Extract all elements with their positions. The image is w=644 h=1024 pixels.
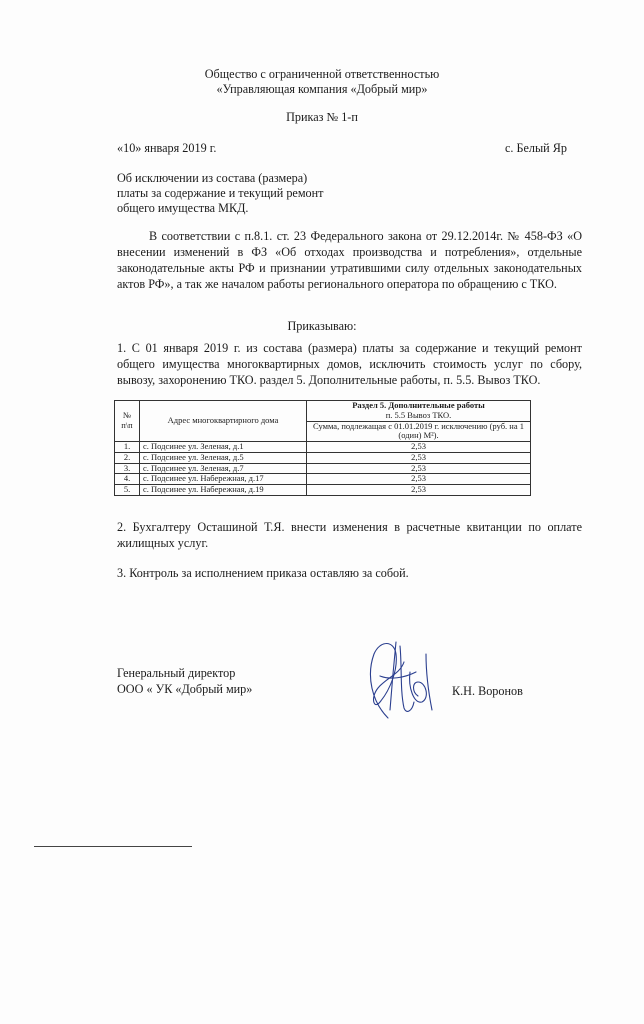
- row-address: с. Подсинее ул. Зеленая, д.5: [140, 452, 307, 463]
- tko-table: [114, 400, 531, 496]
- row-sum: 2,53: [307, 474, 531, 485]
- table-row: [115, 463, 531, 474]
- order-item-3: 3. Контроль за исполнением приказа оставляю за собой.: [117, 566, 409, 580]
- org-name-line1: Общество с ограниченной ответственностью: [204, 67, 440, 81]
- handwritten-signature: [360, 632, 440, 722]
- table-section-item: п. 5.5 Вывоз ТКО.: [307, 411, 531, 421]
- table-header-number: № п\п: [115, 401, 140, 442]
- subject-line3: общего имущества МКД.: [117, 201, 249, 215]
- org-name-line2: «Управляющая компания «Добрый мир»: [216, 82, 428, 96]
- row-number: 1.: [115, 442, 140, 453]
- signatory-org: ООО « УК «Добрый мир»: [117, 682, 253, 696]
- row-number: 4.: [115, 474, 140, 485]
- order-item-2: 2. Бухгалтеру Осташиной Т.Я. внести изменения в расчетные квитанции по оплате жилищных услуг.: [117, 520, 582, 550]
- row-address: с. Подсинее ул. Зеленая, д.7: [140, 463, 307, 474]
- table-header-sum: Сумма, подлежащая с 01.01.2019 г. исключению (руб. на 1 (один) М²).: [307, 421, 531, 442]
- order-date: «10» января 2019 г.: [117, 141, 217, 155]
- row-number: 3.: [115, 463, 140, 474]
- row-address: с. Подсинее ул. Набережная, д.17: [140, 474, 307, 485]
- row-address: с. Подсинее ул. Набережная, д.19: [140, 485, 307, 496]
- row-sum: 2,53: [307, 463, 531, 474]
- row-number: 5.: [115, 485, 140, 496]
- table-row: [115, 474, 531, 485]
- signatory-title: Генеральный директор: [117, 666, 236, 680]
- signatory-name: К.Н. Воронов: [452, 684, 523, 698]
- table-row: [115, 485, 531, 496]
- footnote-separator: [34, 846, 192, 847]
- table-row: [115, 442, 531, 453]
- row-number: 2.: [115, 452, 140, 463]
- table-header-address: Адрес многоквартирного дома: [140, 401, 307, 442]
- row-address: с. Подсинее ул. Зеленая, д.1: [140, 442, 307, 453]
- row-sum: 2,53: [307, 485, 531, 496]
- table-row: [115, 452, 531, 463]
- order-item-1: 1. С 01 января 2019 г. из состава (размера) платы за содержание и текущий ремонт общего имущества многоквартирных домов, исключить стоимость услуг по сбору, вывозу, захоронению ТКО. раздел 5. Дополнительные работы, п. 5.5. Вывоз ТКО.: [117, 341, 582, 387]
- subject-line1: Об исключении из состава (размера): [117, 171, 308, 185]
- order-title: Приказ № 1-п: [286, 110, 358, 124]
- preamble: В соответствии с п.8.1. ст. 23 Федерального закона от 29.12.2014г. № 458-ФЗ «О внесении изменений в ФЗ «Об отходах производства и потребления», отдельные законодательные акты РФ и признании утратившими силу отдельных законодательных актов РФ», а так же началом работы регионального оператора по обращению с ТКО.: [117, 229, 582, 291]
- subject-line2: платы за содержание и текущий ремонт: [117, 186, 324, 200]
- row-sum: 2,53: [307, 442, 531, 453]
- row-sum: 2,53: [307, 452, 531, 463]
- order-word: Приказываю:: [287, 319, 357, 333]
- table-section-title: Раздел 5. Дополнительные работы: [352, 400, 485, 410]
- order-place: с. Белый Яр: [505, 141, 567, 155]
